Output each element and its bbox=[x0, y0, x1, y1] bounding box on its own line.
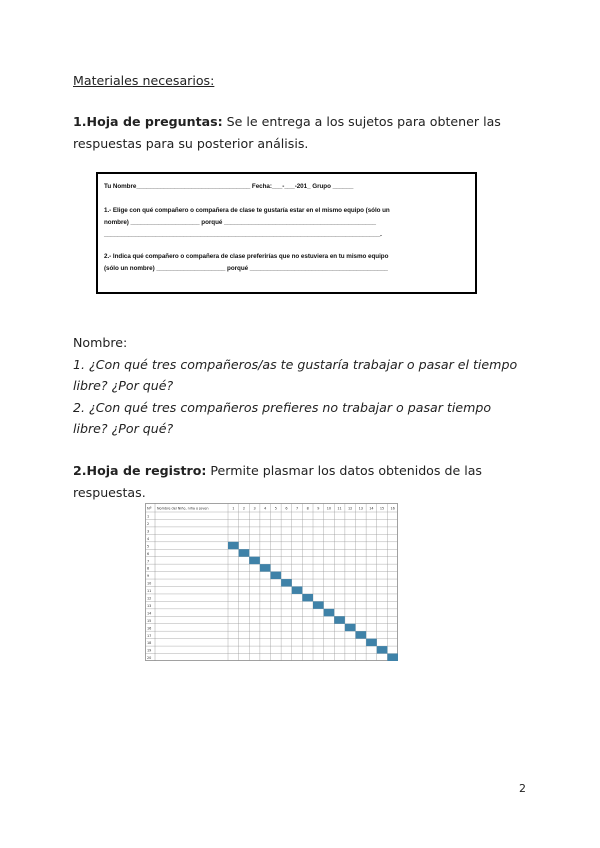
grid-row-number: 10 bbox=[147, 581, 152, 586]
grid-column-header: 14 bbox=[369, 506, 374, 511]
grid-column-header: 2 bbox=[242, 506, 246, 511]
grid-row-number: 19 bbox=[147, 648, 152, 653]
grid-row-number: 6 bbox=[147, 551, 150, 556]
form-line-q2-answer: (sólo un nombre) ____________________ porqué ________________________________________ bbox=[104, 265, 388, 272]
grid-name-header: Nombre del Niño, niña o joven bbox=[157, 506, 209, 511]
section2-text: Permite plasmar los datos obtenidos de las respuestas. bbox=[73, 463, 482, 500]
grid-column-header: 12 bbox=[348, 506, 353, 511]
form-line-q1-continued: ________________________________________________________________________________. bbox=[104, 231, 382, 238]
question-1-line2: libre? ¿Por qué? bbox=[73, 378, 174, 393]
form-line-name-date: Tu Nombre_________________________________ Fecha:___-___-201_ Grupo ______ bbox=[104, 183, 354, 190]
grid-column-header: 1 bbox=[232, 506, 235, 511]
grid-diagonal-cell bbox=[345, 624, 356, 631]
grid-column-header: 10 bbox=[326, 506, 332, 511]
grid-row-number: 20 bbox=[147, 656, 152, 661]
grid-diagonal-cell bbox=[313, 601, 324, 608]
grid-row-number: 16 bbox=[147, 626, 152, 631]
grid-row-number: 13 bbox=[147, 603, 152, 608]
grid-column-header: 13 bbox=[358, 506, 363, 511]
grid-column-header: 8 bbox=[306, 506, 309, 511]
grid-diagonal-cell bbox=[334, 616, 345, 623]
grid-row-number: 9 bbox=[147, 574, 150, 579]
grid-row-number: 18 bbox=[147, 641, 152, 646]
grid-diagonal-cell bbox=[387, 654, 398, 661]
grid-column-header: 9 bbox=[317, 506, 320, 511]
materials-heading: Materiales necesarios: bbox=[73, 73, 215, 88]
grid-diagonal-cell bbox=[324, 609, 335, 616]
grid-column-header: 15 bbox=[379, 506, 385, 511]
grid-column-header: 11 bbox=[337, 506, 342, 511]
page-number: 2 bbox=[519, 782, 526, 795]
grid-diagonal-cell bbox=[239, 549, 250, 556]
grid-diagonal-cell bbox=[377, 646, 388, 653]
grid-corner-label: Nº bbox=[147, 506, 152, 511]
section1-text: Se le entrega a los sujetos para obtener las respuestas para su posterior análisis. bbox=[73, 114, 501, 151]
grid-diagonal-cell bbox=[292, 587, 303, 594]
grid-column-header: 5 bbox=[274, 506, 277, 511]
grid-row-number: 5 bbox=[147, 544, 150, 549]
grid-column-header: 3 bbox=[253, 506, 256, 511]
form-line-q2: 2.- Indica qué compañero o compañera de clase preferirías que no estuviera en tu mismo equipo bbox=[104, 253, 389, 260]
grid-row-number: 8 bbox=[147, 566, 150, 571]
grid-row-number: 17 bbox=[147, 633, 152, 638]
grid-column-header: 6 bbox=[285, 506, 288, 511]
grid-row-number: 15 bbox=[147, 618, 152, 623]
grid-diagonal-cell bbox=[281, 579, 292, 586]
form-line-q1: 1.- Elige con qué compañero o compañera de clase te gustaría estar en el mismo equipo (sólo un bbox=[104, 207, 390, 214]
form-line-q1-answer: nombre) ____________________ porqué ____________________________________________ bbox=[104, 219, 376, 226]
grid-diagonal-cell bbox=[366, 639, 377, 646]
grid-diagonal-cell bbox=[271, 572, 282, 579]
grid-column-header: 4 bbox=[264, 506, 267, 511]
grid-row-number: 14 bbox=[147, 611, 152, 616]
grid-row-number: 3 bbox=[147, 529, 150, 534]
grid-row-number: 11 bbox=[147, 589, 152, 594]
grid-diagonal-cell bbox=[302, 594, 313, 601]
question-2-line2: libre? ¿Por qué? bbox=[73, 421, 174, 436]
grid-column-header: 16 bbox=[390, 506, 395, 511]
section2-label: 2.Hoja de registro: bbox=[73, 463, 207, 478]
questionnaire-form-image bbox=[96, 172, 477, 294]
grid-diagonal-cell bbox=[356, 631, 367, 638]
section2-paragraph bbox=[73, 460, 533, 503]
grid-row-number: 4 bbox=[147, 536, 150, 541]
registration-grid bbox=[145, 503, 398, 661]
grid-row-number: 12 bbox=[147, 596, 152, 601]
grid-column-header: 7 bbox=[295, 506, 299, 511]
section1-label: 1.Hoja de preguntas: bbox=[73, 114, 223, 129]
question-1-line1: 1. ¿Con qué tres compañeros/as te gustaría trabajar o pasar el tiempo bbox=[73, 357, 518, 372]
question-2-line1: 2. ¿Con qué tres compañeros prefieres no trabajar o pasar tiempo bbox=[73, 400, 492, 415]
grid-diagonal-cell bbox=[249, 557, 260, 564]
grid-row-number: 1 bbox=[147, 514, 150, 519]
registration-grid-svg bbox=[145, 503, 398, 661]
grid-diagonal-cell bbox=[260, 564, 271, 571]
section1-paragraph bbox=[73, 111, 533, 154]
grid-row-number: 2 bbox=[147, 522, 150, 527]
nombre-label: Nombre: bbox=[73, 335, 128, 350]
grid-diagonal-cell bbox=[228, 542, 239, 549]
grid-row-number: 7 bbox=[147, 559, 150, 564]
